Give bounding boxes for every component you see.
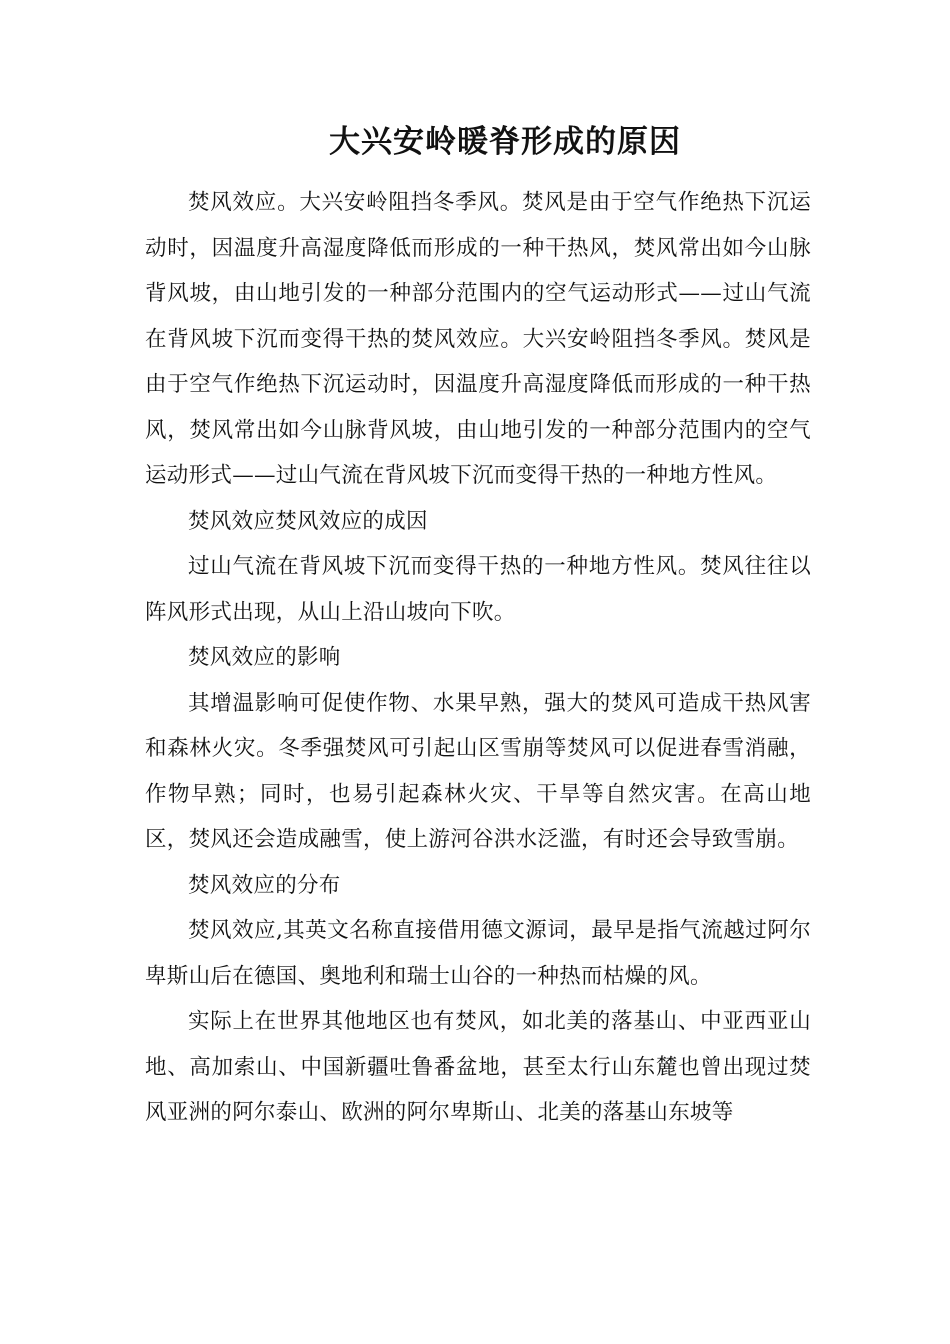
paragraph-foehn-impact: 其增温影响可促使作物、水果早熟，强大的焚风可造成干热风害和森林火灾。冬季强焚风可引起山区雪崩等焚风可以促进春雪消融，作物早熟；同时，也易引起森林火灾、干旱等自然灾害。在高山地区，焚风还会造成融雪，使上游河谷洪水泛滥，有时还会导致雪崩。 (145, 690, 811, 852)
document-title: 大兴安岭暖脊形成的原因 (329, 124, 681, 160)
heading-foehn-distribution: 焚风效应的分布 (188, 872, 341, 898)
paragraph-foehn-cause: 过山气流在背风坡下沉而变得干热的一种地方性风。焚风往往以阵风形式出现，从山上沿山坡向下吹。 (145, 554, 811, 625)
document-body (145, 180, 811, 1136)
heading-foehn-cause: 焚风效应焚风效应的成因 (188, 508, 428, 534)
paragraph-foehn-regions: 实际上在世界其他地区也有焚风，如北美的落基山、中亚西亚山地、高加索山、中国新疆吐鲁番盆地，甚至太行山东麓也曾出现过焚风亚洲的阿尔泰山、欧洲的阿尔卑斯山、北美的落基山东坡等 (145, 1009, 811, 1125)
heading-foehn-impact: 焚风效应的影响 (188, 645, 341, 670)
paragraph-foehn-intro: 焚风效应。大兴安岭阻挡冬季风。焚风是由于空气作绝热下沉运动时，因温度升高湿度降低而形成的一种干热风，焚风常出如今山脉背风坡，由山地引发的一种部分范围内的空气运动形式——过山气流在背风坡下沉而变得干热的焚风效应。大兴安岭阻挡冬季风。焚风是由于空气作绝热下沉运动时，因温度升高湿度降低而形成的一种干热风，焚风常出如今山脉背风坡，由山地引发的一种部分范围内的空气运动形式——过山气流在背风坡下沉而变得干热的一种地方性风。 (145, 190, 811, 488)
paragraph-foehn-origin: 焚风效应,其英文名称直接借用德文源词，最早是指气流越过阿尔卑斯山后在德国、奥地利和瑞士山谷的一种热而枯燥的风。 (145, 918, 811, 989)
